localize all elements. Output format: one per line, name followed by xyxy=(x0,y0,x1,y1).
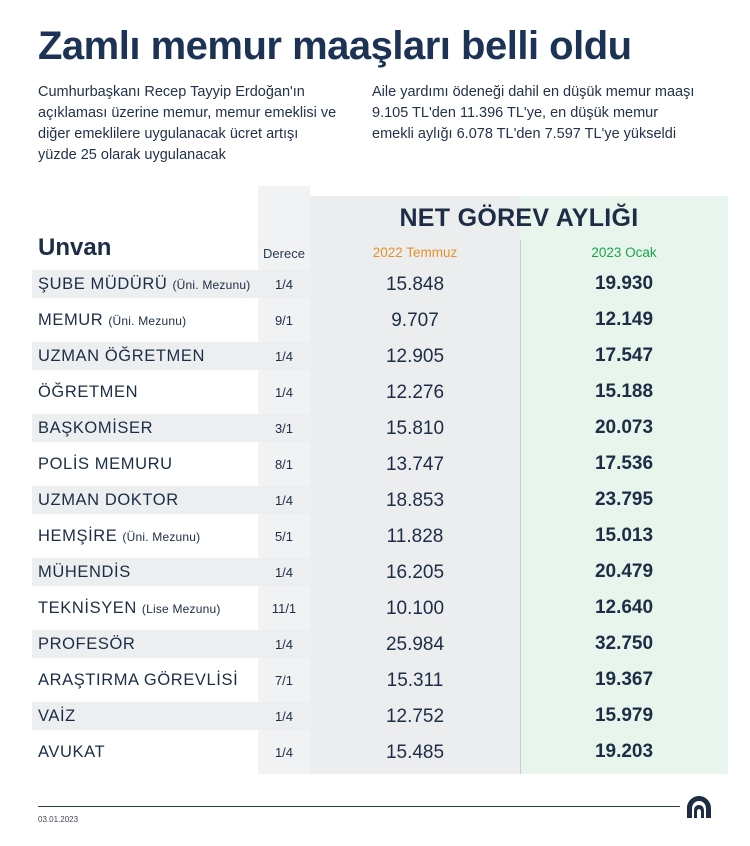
derece-cell: 1/4 xyxy=(274,493,294,508)
unvan-label: HEMŞİRE xyxy=(38,527,118,545)
aa-logo-icon xyxy=(686,795,712,819)
table-row xyxy=(32,304,728,340)
derece-cell: 7/1 xyxy=(274,673,294,688)
unvan-label: MÜHENDİS xyxy=(38,563,131,581)
period1-value-cell: 9.707 xyxy=(391,310,439,331)
table-row xyxy=(32,484,728,520)
period2-value-cell: 15.188 xyxy=(594,381,654,402)
period1-value-cell: 11.828 xyxy=(386,526,444,547)
footer-divider xyxy=(38,806,680,807)
unvan-cell xyxy=(38,311,186,330)
unvan-cell xyxy=(38,491,179,510)
unvan-note: (Üni. Mezunu) xyxy=(172,278,251,292)
period2-value-cell: 19.930 xyxy=(594,273,654,294)
table-row xyxy=(32,592,728,628)
period1-column-header: 2022 Temmuz xyxy=(372,245,458,260)
unvan-cell xyxy=(38,707,76,726)
period1-value-cell: 18.853 xyxy=(385,490,445,511)
table-row xyxy=(32,520,728,556)
unvan-note: (Üni. Mezunu) xyxy=(108,314,187,328)
derece-cell: 3/1 xyxy=(274,421,294,436)
table-row xyxy=(32,376,728,412)
derece-cell: 5/1 xyxy=(274,529,294,544)
page-title: Zamlı memur maaşları belli oldu xyxy=(38,24,632,68)
period1-value-cell: 16.205 xyxy=(385,562,445,583)
period1-value-cell: 12.276 xyxy=(385,382,445,403)
period2-value-cell: 15.979 xyxy=(594,705,654,726)
unvan-label: ŞUBE MÜDÜRÜ xyxy=(38,275,168,293)
period1-value-cell: 15.848 xyxy=(385,274,445,295)
unvan-label: ARAŞTIRMA GÖREVLİSİ xyxy=(38,671,239,689)
derece-cell: 1/4 xyxy=(274,565,294,580)
salary-table xyxy=(32,268,728,772)
period1-value-cell: 10.100 xyxy=(385,598,445,619)
unvan-note: (Üni. Mezunu) xyxy=(122,530,201,544)
unvan-cell xyxy=(38,527,200,546)
period2-value-cell: 15.013 xyxy=(594,525,654,546)
period1-value-cell: 15.485 xyxy=(385,742,445,763)
period2-value-cell: 12.640 xyxy=(594,597,654,618)
unvan-label: MEMUR xyxy=(38,311,104,329)
derece-cell: 1/4 xyxy=(274,385,294,400)
derece-cell: 1/4 xyxy=(274,745,294,760)
derece-cell: 8/1 xyxy=(274,457,294,472)
table-row xyxy=(32,664,728,700)
period2-column-header: 2023 Ocak xyxy=(591,245,657,260)
net-gorev-ayligi-header: NET GÖREV AYLIĞI xyxy=(399,204,639,232)
unvan-label: POLİS MEMURU xyxy=(38,455,173,473)
unvan-label: VAİZ xyxy=(38,707,76,725)
intro-left-text: Cumhurbaşkanı Recep Tayyip Erdoğan'ın açıklaması üzerine memur, memur emeklisi ve diğer emeklilere uygulanacak ücret artışı yüzde 25 olarak uygulanacak xyxy=(38,84,337,163)
derece-cell: 1/4 xyxy=(274,277,294,292)
intro-right-text: Aile yardımı ödeneği dahil en düşük memur maaşı 9.105 TL'den 11.396 TL'ye, en düşük memur emekli aylığı 6.078 TL'den 7.597 TL'ye yükseldi xyxy=(372,84,695,142)
derece-cell: 11/1 xyxy=(271,601,297,616)
table-row xyxy=(32,448,728,484)
unvan-cell xyxy=(38,275,250,294)
table-row xyxy=(32,340,728,376)
period2-value-cell: 17.536 xyxy=(594,453,654,474)
derece-cell: 1/4 xyxy=(274,637,294,652)
table-row xyxy=(32,628,728,664)
table-row xyxy=(32,412,728,448)
unvan-label: ÖĞRETMEN xyxy=(38,383,139,401)
unvan-label: PROFESÖR xyxy=(38,635,136,653)
derece-cell: 1/4 xyxy=(274,349,294,364)
derece-column-header: Derece xyxy=(263,246,305,261)
unvan-cell xyxy=(38,347,205,366)
derece-cell: 1/4 xyxy=(274,709,294,724)
unvan-cell xyxy=(38,563,131,582)
table-row xyxy=(32,700,728,736)
period1-value-cell: 15.810 xyxy=(385,418,445,439)
unvan-cell xyxy=(38,671,238,690)
period2-value-cell: 19.367 xyxy=(594,669,654,690)
unvan-cell xyxy=(38,599,221,618)
period2-value-cell: 23.795 xyxy=(594,489,654,510)
unvan-cell xyxy=(38,635,135,654)
table-row xyxy=(32,736,728,772)
unvan-column-header: Unvan xyxy=(38,234,112,261)
unvan-note: (Lise Mezunu) xyxy=(141,602,221,616)
period2-value-cell: 12.149 xyxy=(594,309,654,330)
derece-cell: 9/1 xyxy=(274,313,294,328)
unvan-cell xyxy=(38,383,138,402)
unvan-label: BAŞKOMİSER xyxy=(38,419,154,437)
unvan-cell xyxy=(38,743,105,762)
unvan-cell xyxy=(38,455,173,474)
table-row xyxy=(32,556,728,592)
period2-value-cell: 20.479 xyxy=(594,561,654,582)
unvan-label: UZMAN DOKTOR xyxy=(38,491,179,509)
unvan-cell xyxy=(38,419,153,438)
period1-value-cell: 12.752 xyxy=(385,706,445,727)
period2-value-cell: 17.547 xyxy=(594,345,654,366)
period1-value-cell: 15.311 xyxy=(386,670,444,691)
unvan-label: UZMAN ÖĞRETMEN xyxy=(38,347,205,365)
period1-value-cell: 13.747 xyxy=(385,454,445,475)
period1-value-cell: 25.984 xyxy=(385,634,445,655)
unvan-label: TEKNİSYEN xyxy=(38,599,137,617)
period2-value-cell: 19.203 xyxy=(594,741,654,762)
publish-date: 03.01.2023 xyxy=(38,815,79,824)
table-row xyxy=(32,268,728,304)
period2-value-cell: 32.750 xyxy=(594,633,654,654)
period2-value-cell: 20.073 xyxy=(594,417,654,438)
unvan-label: AVUKAT xyxy=(38,743,106,761)
period1-value-cell: 12.905 xyxy=(385,346,445,367)
